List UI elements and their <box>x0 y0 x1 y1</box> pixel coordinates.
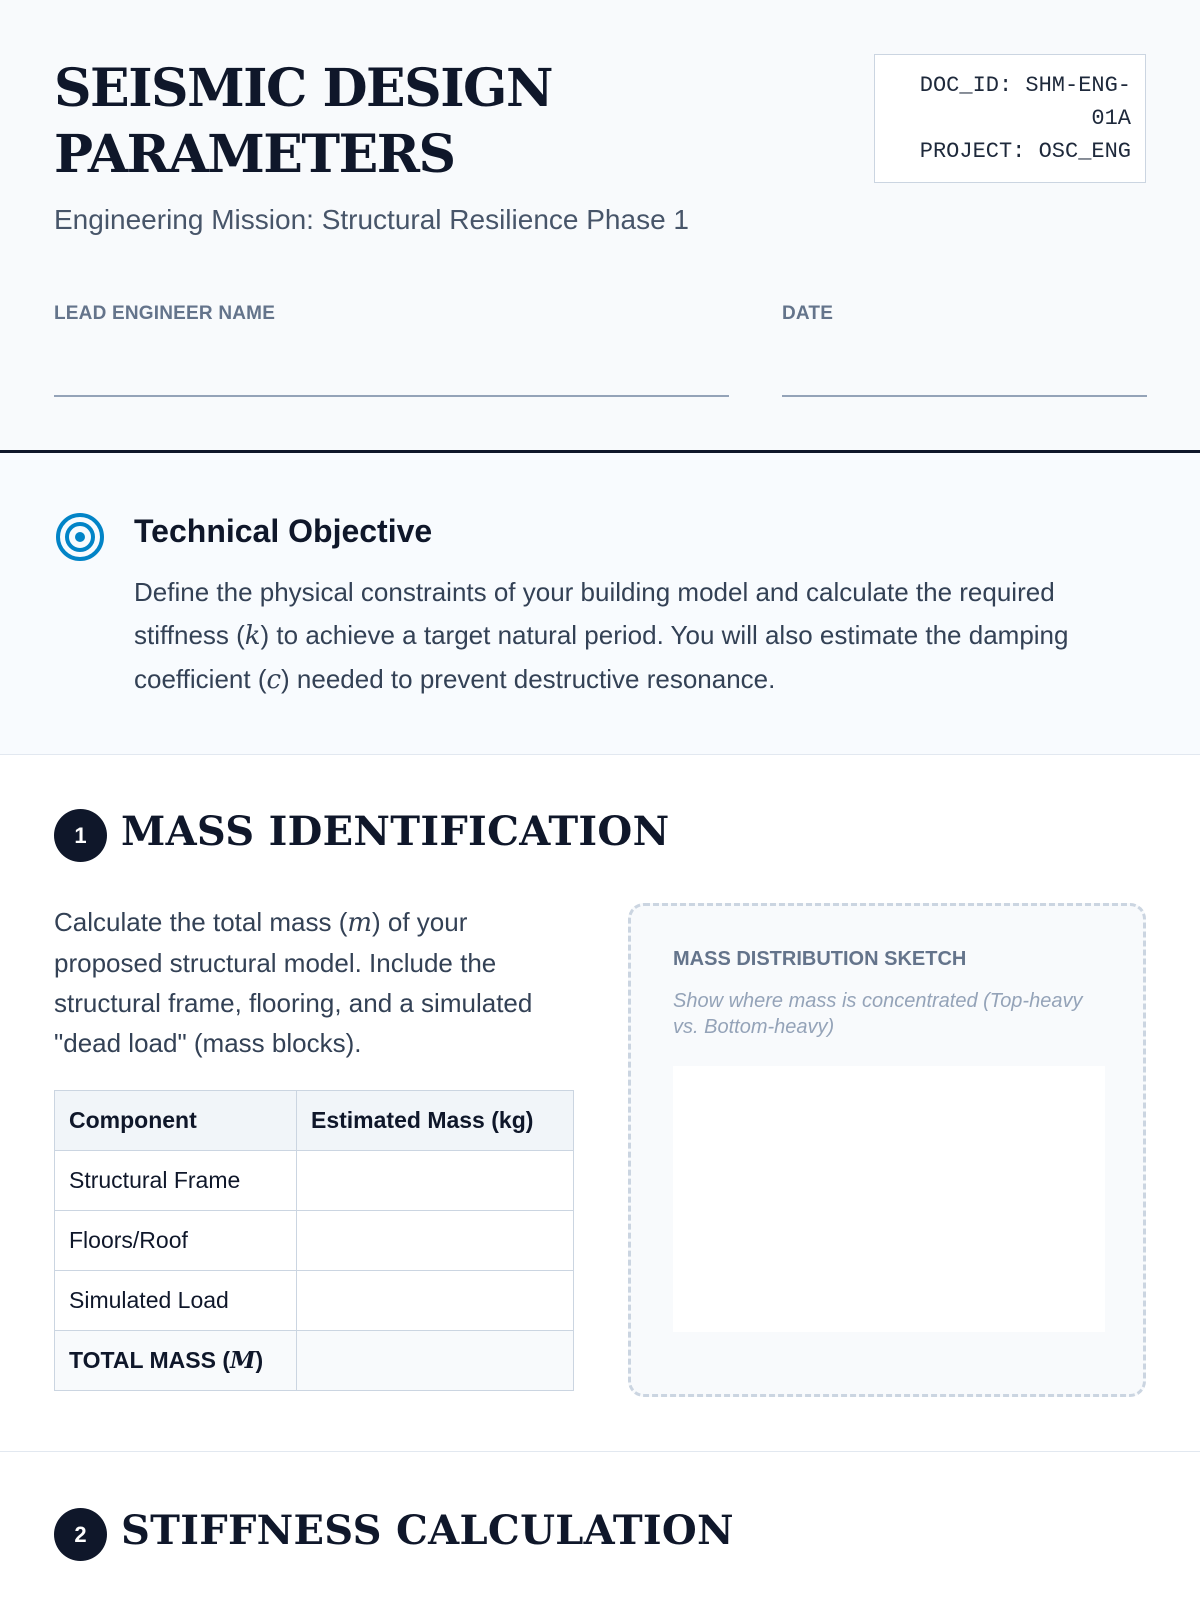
date-input-line[interactable] <box>782 395 1147 397</box>
stiffness-variable: k <box>244 621 261 651</box>
doc-id-line-2: 01A <box>1091 106 1131 131</box>
mass-variable: m <box>347 908 373 938</box>
objective-text: Define the physical constraints of your building model and calculate the required stiffness (k) to achieve a target natural period. You will also estimate the damping coefficient (c) needed to prevent destructive resonance. <box>134 577 1069 695</box>
table-row <box>55 1271 574 1331</box>
total-mass-variable: M <box>230 1347 256 1374</box>
sketch-label: MASS DISTRIBUTION SKETCH <box>673 948 967 970</box>
section-1-heading: MASS IDENTIFICATION <box>121 808 670 855</box>
lead-engineer-label: LEAD ENGINEER NAME <box>54 303 276 324</box>
table-row <box>55 1151 574 1211</box>
section-1-number-badge: 1 <box>54 809 107 862</box>
damping-variable: c <box>266 665 282 695</box>
section-divider <box>0 1451 1200 1452</box>
column-header-mass: Estimated Mass (kg) <box>297 1091 574 1151</box>
lead-engineer-input-line[interactable] <box>54 395 729 397</box>
target-icon <box>54 511 106 563</box>
total-mass-entry-cell[interactable] <box>297 1331 574 1391</box>
mass-table <box>54 1090 574 1391</box>
page-title <box>54 56 754 188</box>
total-mass-label: TOTAL MASS (M) <box>55 1331 297 1391</box>
section-2-number-badge: 2 <box>54 1508 107 1561</box>
column-header-component: Component <box>55 1091 297 1151</box>
document-meta-box <box>874 54 1146 183</box>
mass-entry-cell[interactable] <box>297 1211 574 1271</box>
objective-title: Technical Objective <box>134 513 433 549</box>
project-id: PROJECT: OSC_ENG <box>919 139 1131 164</box>
sketch-drawing-area[interactable] <box>673 1066 1105 1332</box>
section-2-heading: STIFFNESS CALCULATION <box>121 1507 734 1554</box>
component-name: Floors/Roof <box>55 1211 297 1271</box>
doc-id-line-1: DOC_ID: SHM-ENG- <box>919 73 1131 98</box>
mass-table-header-row <box>55 1091 574 1151</box>
mass-distribution-sketch-box <box>628 903 1146 1397</box>
table-row <box>55 1211 574 1271</box>
date-label: DATE <box>782 303 834 324</box>
document-header <box>0 0 1200 453</box>
mass-entry-cell[interactable] <box>297 1151 574 1211</box>
total-mass-row <box>55 1331 574 1391</box>
mission-subtitle: Engineering Mission: Structural Resilience Phase 1 <box>54 204 689 235</box>
mass-entry-cell[interactable] <box>297 1271 574 1331</box>
title-line-1: SEISMIC DESIGN <box>54 58 552 119</box>
sketch-hint: Show where mass is concentrated (Top-heavy vs. Bottom-heavy) <box>673 990 1083 1038</box>
component-name: Simulated Load <box>55 1271 297 1331</box>
component-name: Structural Frame <box>55 1151 297 1211</box>
mass-description: Calculate the total mass (m) of your proposed structural model. Include the structural frame, flooring, and a simulated "dead load" (mass blocks). <box>54 907 533 1058</box>
title-line-2: PARAMETERS <box>54 124 455 185</box>
